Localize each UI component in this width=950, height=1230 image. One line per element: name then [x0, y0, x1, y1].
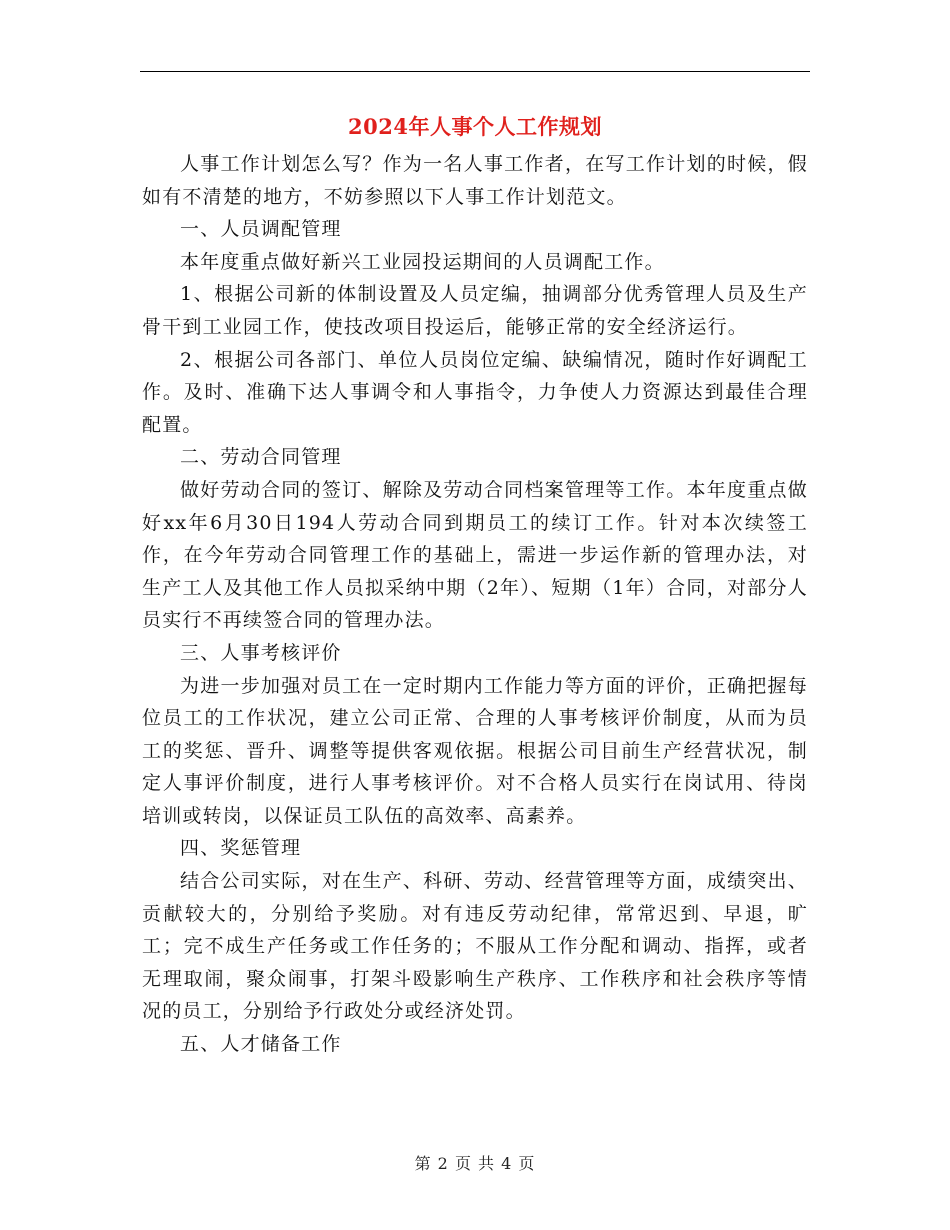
section-heading-2: 二、劳动合同管理	[180, 446, 342, 469]
body-paragraph: 2、根据公司各部门、单位人员岗位定编、缺编情况，随时作好调配工作。及时、准确下达人事调令和人事指令，力争使人力资源达到最佳合理配置。	[142, 348, 808, 436]
body-paragraph: 为进一步加强对员工在一定时期内工作能力等方面的评价，正确把握每位员工的工作状况，建立公司正常、合理的人事考核评价制度，从而为员工的奖惩、晋升、调整等提供客观依据。根据公司目前生产经营状况，制定人事评价制度，进行人事考核评价。对不合格人员实行在岗试用、待岗培训或转岗，以保证员工队伍的高效率、高素养。	[142, 674, 808, 827]
section-heading-5: 五、人才储备工作	[180, 1033, 342, 1056]
page-footer: 第 2 页 共 4 页	[414, 1154, 536, 1173]
header-rule	[140, 71, 810, 72]
section-heading-4: 四、奖惩管理	[180, 837, 302, 860]
body-paragraph: 结合公司实际，对在生产、科研、劳动、经营管理等方面，成绩突出、贡献较大的，分别给予奖励。对有违反劳动纪律，常常迟到、早退，旷工；完不成生产任务或工作任务的；不服从工作分配和调动、指挥，或者无理取闹，聚众闹事，打架斗殴影响生产秩序、工作秩序和社会秩序等情况的员工，分别给予行政处分或经济处罚。	[142, 870, 808, 1023]
document-title: 2024年人事个人工作规划	[348, 114, 602, 139]
body-paragraph: 1、根据公司新的体制设置及人员定编，抽调部分优秀管理人员及生产骨干到工业园工作，使技改项目投运后，能够正常的安全经济运行。	[142, 283, 808, 338]
section-heading-3: 三、人事考核评价	[180, 641, 342, 664]
body-paragraph: 本年度重点做好新兴工业园投运期间的人员调配工作。	[180, 250, 665, 273]
document-body	[142, 148, 808, 1061]
body-paragraph: 做好劳动合同的签订、解除及劳动合同档案管理等工作。本年度重点做好xx年6月30日194人劳动合同到期员工的续订工作。针对本次续签工作，在今年劳动合同管理工作的基础上，需进一步运作新的管理办法，对生产工人及其他工作人员拟采纳中期（2年）、短期（1年）合同，对部分人员实行不再续签合同的管理办法。	[142, 478, 808, 632]
section-heading-1: 一、人员调配管理	[180, 218, 342, 241]
intro-paragraph: 人事工作计划怎么写？作为一名人事工作者，在写工作计划的时候，假如有不清楚的地方，不妨参照以下人事工作计划范文。	[142, 153, 808, 208]
